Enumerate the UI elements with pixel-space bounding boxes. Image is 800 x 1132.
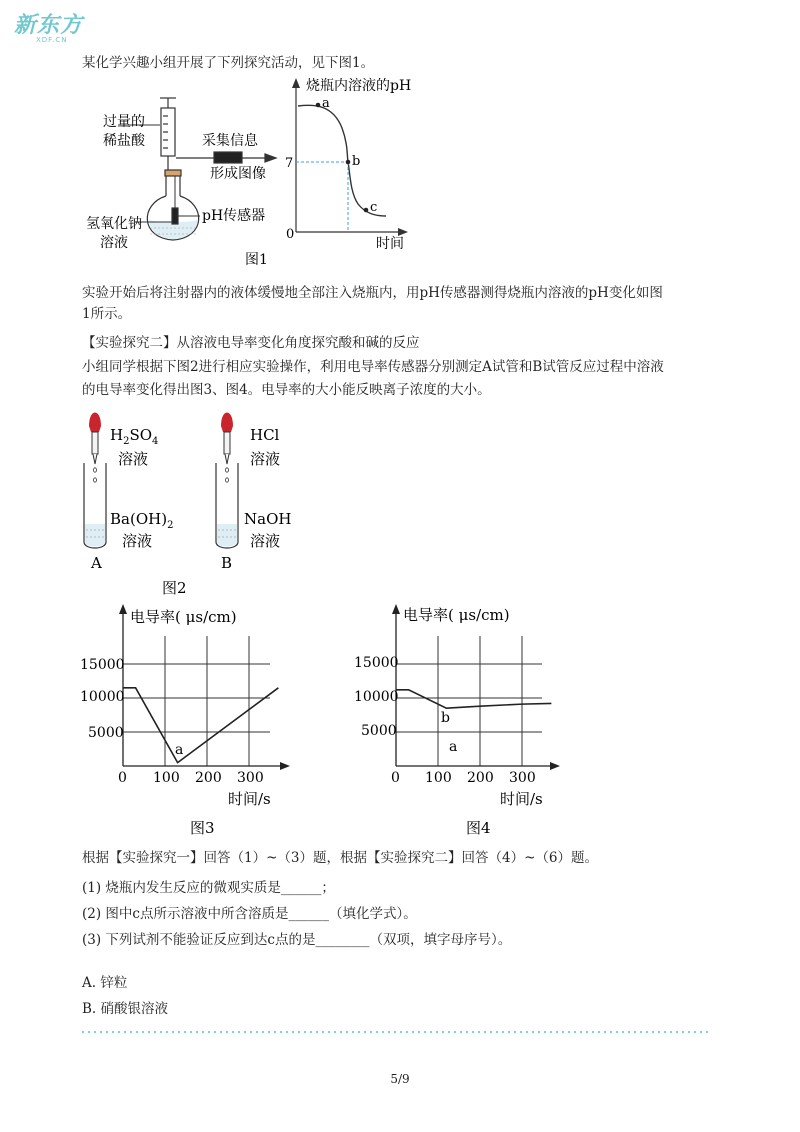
- chart-3-grid: [123, 636, 270, 766]
- chart-4-point-a: a: [449, 739, 458, 755]
- intro-paragraph: 某化学兴趣小组开展了下列探究活动，见下图1。: [82, 55, 375, 71]
- chart-4-xtick-300: 300: [509, 770, 536, 786]
- paragraph-2-line-2: 1所示。: [82, 306, 132, 322]
- tube-b-formula: NaOH: [244, 510, 292, 528]
- signal-line: [176, 152, 276, 163]
- chart-4: [354, 604, 560, 808]
- chart-4-series-line: [396, 690, 551, 708]
- dropper-a-formula-2: SO: [129, 426, 153, 444]
- page-number: 5/9: [390, 1072, 410, 1086]
- chart-3: [80, 604, 290, 808]
- dropper-b: [221, 413, 233, 483]
- flask: [147, 170, 198, 240]
- chart-3-ytick-10000: 10000: [80, 689, 125, 705]
- ph-tick-7: 7: [285, 156, 294, 171]
- chart-4-ytick-10000: 10000: [354, 689, 399, 705]
- chart-4-xtick-200: 200: [467, 770, 494, 786]
- tube-a-solution: 溶液: [122, 532, 153, 550]
- ph-graph: [285, 77, 411, 252]
- dropper-a-label: [110, 426, 158, 447]
- instruction-text: 根据【实验探究一】回答（1）~（3）题，根据【实验探究二】回答（4）~（6）题。: [82, 850, 598, 866]
- paragraph-3-line-1: 小组同学根据下图2进行相应实验操作，利用电导率传感器分别测定A试管和B试管反应过程中溶液: [82, 359, 664, 375]
- figure-1: [0, 0, 800, 280]
- chart-3-point-a: a: [175, 742, 184, 758]
- dropper-b-formula: HCl: [250, 426, 280, 444]
- figure-4-caption: 图4: [466, 819, 491, 837]
- dotted-divider: [80, 1030, 712, 1034]
- ph-origin: 0: [286, 227, 295, 242]
- label-base-2: 溶液: [100, 235, 128, 251]
- label-acid-1: 过量的: [103, 114, 145, 130]
- figure-1-caption: 图1: [245, 252, 268, 268]
- section-heading-2: 【实验探究二】从溶液电导率变化角度探究酸和碱的反应: [82, 335, 420, 351]
- logo-text: 新东方: [14, 13, 84, 38]
- chart-3-xtick-300: 300: [237, 770, 264, 786]
- ph-point-b: b: [352, 154, 361, 169]
- chart-4-ylabel: 电导率( μs/cm): [403, 606, 510, 624]
- chart-3-xtick-0: 0: [118, 770, 127, 786]
- tube-a-formula: Ba(OH): [110, 510, 168, 528]
- chart-4-ytick-15000: 15000: [354, 655, 399, 671]
- chart-4-xtick-100: 100: [425, 770, 452, 786]
- chart-3-ytick-15000: 15000: [80, 657, 125, 673]
- option-b: B. 硝酸银溶液: [82, 1001, 169, 1017]
- dropper-a-sub-1: 2: [123, 436, 130, 447]
- chart-4-xlabel: 时间/s: [500, 790, 543, 808]
- dropper-a-formula-1: H: [110, 426, 124, 444]
- question-2: (2) 图中c点所示溶液中所含溶质是______（填化学式）。: [82, 906, 417, 922]
- paragraph-3-line-2: 的电导率变化得出图3、图4。电导率的大小能反映离子浓度的大小。: [82, 382, 491, 398]
- dropper-b-solution: 溶液: [250, 450, 281, 468]
- chart-3-series-line: [123, 688, 278, 763]
- chart-3-ytick-5000: 5000: [88, 725, 124, 741]
- chart-4-grid: [396, 636, 542, 766]
- tube-a-label: [110, 510, 173, 531]
- figure-3-caption: 图3: [190, 819, 215, 837]
- ph-point-a: a: [322, 96, 330, 111]
- tube-b-letter: B: [221, 554, 233, 572]
- label-collect-1: 采集信息: [202, 133, 258, 149]
- dropper-a: [89, 413, 101, 483]
- dropper-a-sub-2: 4: [152, 436, 159, 447]
- chart-4-xtick-0: 0: [391, 770, 400, 786]
- chart-3-xlabel: 时间/s: [228, 790, 271, 808]
- chart-3-xtick-100: 100: [153, 770, 180, 786]
- dropper-a-solution: 溶液: [118, 450, 149, 468]
- chart-3-ylabel: 电导率( μs/cm): [130, 608, 237, 626]
- tube-a-letter: A: [91, 554, 102, 572]
- syringe: [160, 98, 176, 172]
- tube-a-sub: 2: [167, 520, 174, 531]
- test-tube-a: [84, 463, 106, 548]
- conductivity-charts: [0, 600, 800, 840]
- chart-4-ytick-5000: 5000: [361, 723, 397, 739]
- ph-x-label: 时间: [376, 236, 404, 252]
- label-sensor: pH传感器: [202, 208, 266, 224]
- label-collect-2: 形成图像: [210, 166, 266, 182]
- chart-4-point-b: b: [441, 710, 450, 726]
- figure-2-caption: 图2: [162, 579, 187, 597]
- paragraph-2-line-1: 实验开始后将注射器内的液体缓慢地全部注入烧瓶内，用pH传感器测得烧瓶内溶液的pH变化如图: [82, 285, 663, 301]
- label-base-1: 氢氧化钠: [86, 216, 142, 232]
- question-3: (3) 下列试剂不能验证反应到达c点的是________（双项，填字母序号）。: [82, 932, 512, 948]
- ph-y-label: 烧瓶内溶液的pH: [306, 78, 412, 94]
- option-a: A. 锌粒: [82, 975, 128, 991]
- test-tube-b: [216, 463, 238, 548]
- chart-3-xtick-200: 200: [195, 770, 222, 786]
- question-1: (1) 烧瓶内发生反应的微观实质是______；: [82, 880, 335, 896]
- label-acid-2: 稀盐酸: [103, 133, 145, 149]
- figure-2: [0, 400, 800, 600]
- ph-point-c: c: [370, 200, 378, 215]
- tube-b-solution: 溶液: [250, 532, 281, 550]
- logo-subtext: XDF.CN: [36, 36, 68, 44]
